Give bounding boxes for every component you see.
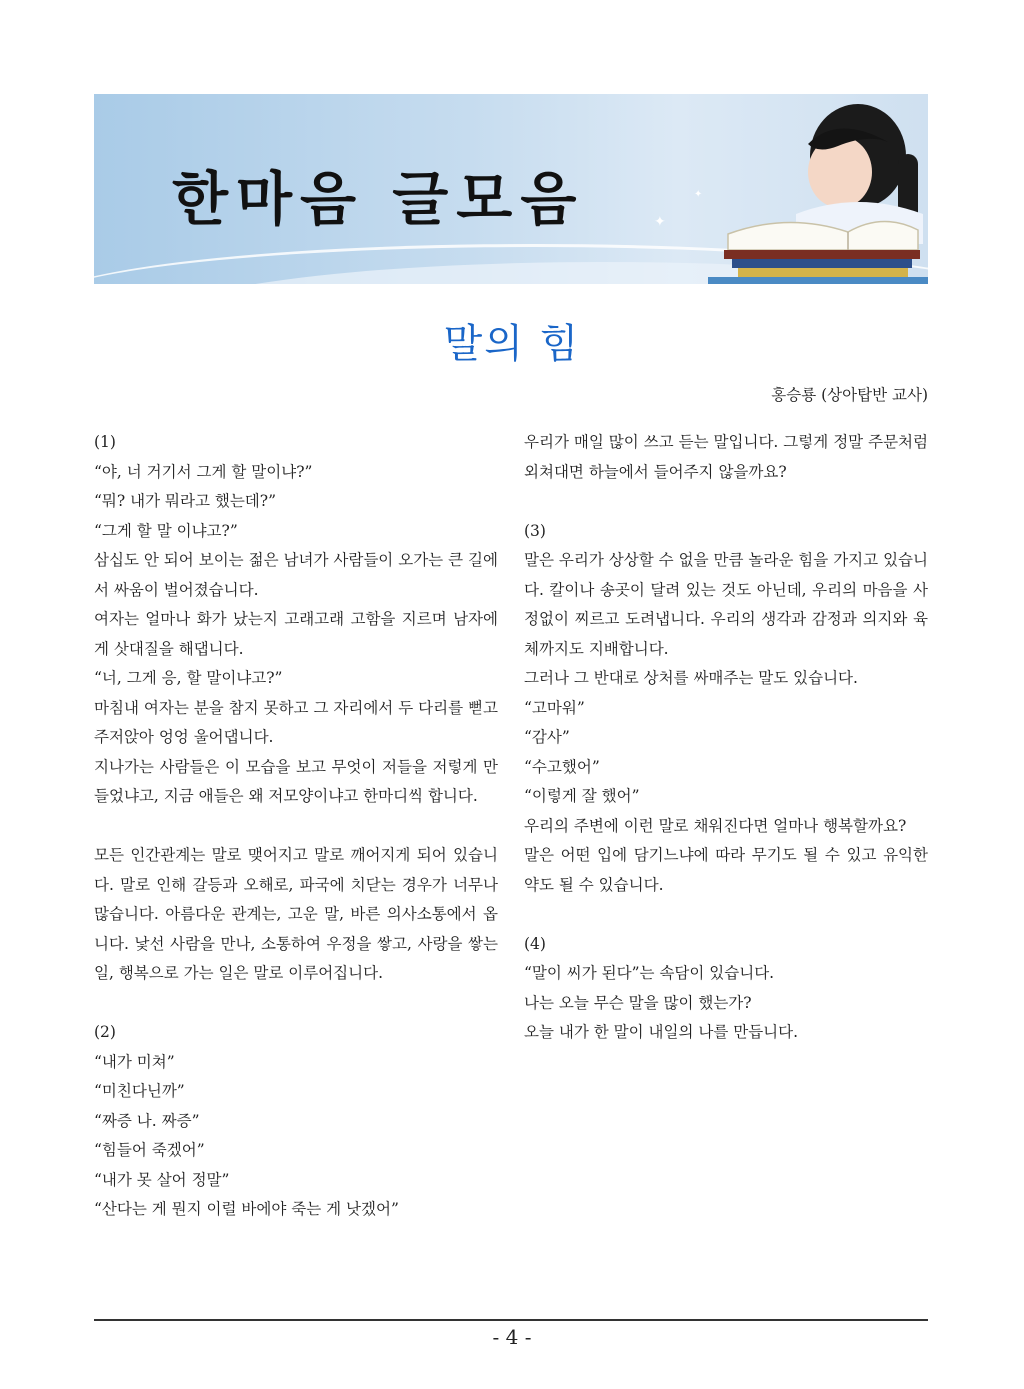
paragraph: 지나가는 사람들은 이 모습을 보고 무엇이 저들을 저렇게 만들었냐고, 지금 애들은 왜 저모양이냐고 한마디씩 합니다. [94, 757, 498, 805]
paragraph: “너, 그게 응, 할 말이냐고?” [94, 669, 283, 687]
paragraph: 오늘 내가 한 말이 내일의 나를 만듭니다. [524, 1023, 799, 1041]
paragraph: “내가 못 살어 정말” [94, 1170, 230, 1189]
article-author: 홍승룡 (상아탑반 교사) [771, 386, 928, 404]
paragraph-gap [524, 487, 928, 517]
paragraph: 말은 어떤 입에 담기느냐에 따라 무기도 될 수 있고 유익한 약도 될 수 있습니다. [524, 846, 928, 894]
paragraph: “내가 미쳐” [94, 1052, 175, 1071]
paragraph: 삼십도 안 되어 보이는 젊은 남녀가 사람들이 오가는 큰 길에서 싸움이 벌어졌습니다. [94, 551, 498, 599]
paragraph: 마침내 여자는 분을 참지 못하고 그 자리에서 두 다리를 뻗고 주저앉아 엉엉 울어댑니다. [94, 698, 498, 746]
paragraph: 말은 우리가 상상할 수 없을 만큼 놀라운 힘을 가지고 있습니다. 칼이나 송곳이 달려 있는 것도 아닌데, 우리의 마음을 사정없이 찌르고 도려냅니다. 우리의 생각과 감정과 의지와 육체까지도 지배합니다. [524, 551, 928, 658]
paragraph-gap [94, 812, 498, 842]
header-banner [94, 94, 928, 284]
left-column [94, 428, 498, 1225]
paragraph: “미친다닌까” [94, 1082, 185, 1100]
paragraph: (1) [94, 433, 116, 451]
sparkle-icon: ✦ [694, 189, 703, 200]
paragraph: “짜증 나. 짜증” [94, 1111, 200, 1130]
right-column [524, 428, 928, 1048]
paragraph-gap [524, 900, 928, 930]
girl-reading-illustration [708, 94, 928, 284]
paragraph: “감사” [524, 728, 570, 746]
paragraph: “힘들어 죽겠어” [94, 1141, 205, 1159]
paragraph: “야, 너 거기서 그게 할 말이냐?” [94, 462, 313, 481]
paragraph: (2) [94, 1023, 116, 1041]
paragraph: “고마워” [524, 698, 585, 717]
paragraph: “말이 씨가 된다”는 속담이 있습니다. [524, 964, 775, 982]
paragraph: “뭐? 내가 뭐라고 했는데?” [94, 492, 277, 510]
paragraph: “그게 할 말 이냐고?” [94, 521, 238, 540]
paragraph: 그러나 그 반대로 상처를 싸매주는 말도 있습니다. [524, 669, 858, 687]
footer-divider [94, 1319, 928, 1321]
article-title: 말의 힘 [443, 321, 581, 367]
paragraph: 여자는 얼마나 화가 났는지 고래고래 고함을 지르며 남자에게 삿대질을 해댑니다. [94, 610, 498, 658]
page-number: - 4 - [492, 1325, 532, 1349]
paragraph: (4) [524, 934, 546, 953]
paragraph: 나는 오늘 무슨 말을 많이 했는가? [524, 993, 752, 1012]
paragraph-gap [94, 989, 498, 1019]
paragraph: 우리의 주변에 이런 말로 채워진다면 얼마나 행복할까요? [524, 816, 907, 835]
paragraph: “수고했어” [524, 757, 600, 776]
paragraph: 모든 인간관계는 말로 맺어지고 말로 깨어지게 되어 있습니다. 말로 인해 갈등과 오해로, 파국에 치닫는 경우가 너무나 많습니다. 아름다운 관계는, 고운 말, 바른 의사소통에서 옵니다. 낯선 사람을 만나, 소통하여 우정을 쌓고, 사랑을 쌓는 일, 행복으로 가는 일은 말로 이루어집니다. [94, 846, 498, 982]
banner-title: 한마음 글모음 [172, 165, 585, 233]
paragraph: (3) [524, 521, 546, 540]
paragraph: “이렇게 잘 했어” [524, 787, 640, 805]
paragraph: “산다는 게 뭔지 이럴 바에야 죽는 게 낫겠어” [94, 1200, 399, 1218]
sparkle-icon: ✦ [654, 214, 666, 230]
paragraph: 우리가 매일 많이 쓰고 듣는 말입니다. 그렇게 정말 주문처럼 외쳐대면 하늘에서 들어주지 않을까요? [524, 433, 928, 481]
